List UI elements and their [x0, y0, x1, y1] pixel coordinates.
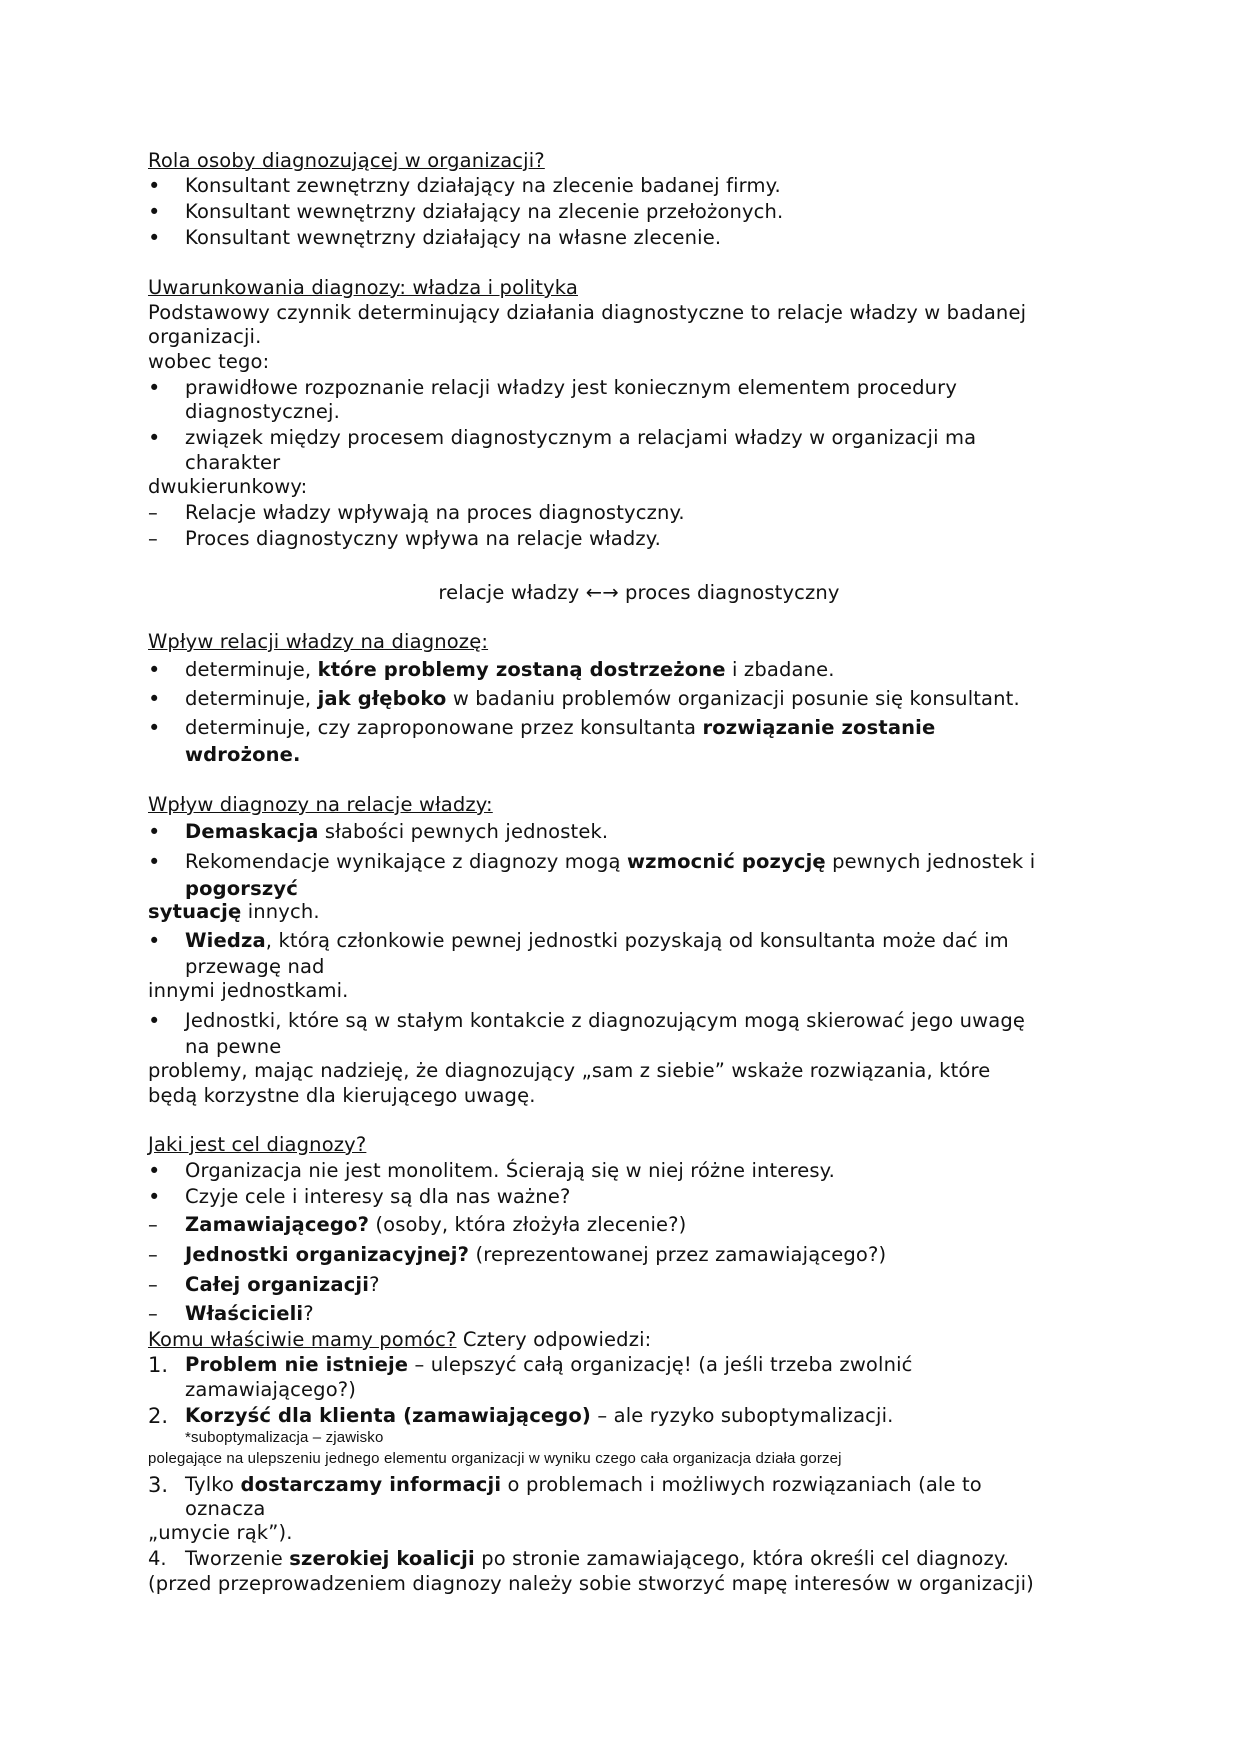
list-number: 1. — [148, 1353, 169, 1377]
list-item: diagnostycznej. — [185, 400, 340, 423]
paragraph: sytuację innych. — [148, 900, 320, 923]
bullet-icon: • — [148, 226, 161, 250]
list-item: pogorszyć — [185, 877, 298, 900]
footnote: polegające na ulepszeniu jednego elementu organizacji w wyniku czego cała organizacja działa gorzej — [148, 1450, 842, 1467]
section-title-goal: Jaki jest cel diagnozy? — [148, 1133, 367, 1156]
list-item: Konsultant zewnętrzny działający na zlecenie badanej firmy. — [185, 174, 781, 197]
dash-icon: – — [148, 1213, 158, 1236]
dash-icon: – — [148, 1243, 158, 1266]
section-title-role: Rola osoby diagnozującej w organizacji? — [148, 149, 545, 172]
bullet-icon: • — [148, 850, 161, 874]
bullet-icon: • — [148, 687, 161, 711]
bullet-icon: • — [148, 426, 161, 450]
list-item: Czyje cele i interesy są dla nas ważne? — [185, 1185, 571, 1208]
bullet-icon: • — [148, 1185, 161, 1209]
bullet-icon: • — [148, 820, 161, 844]
paragraph: innymi jednostkami. — [148, 979, 349, 1002]
section-title-conditions: Uwarunkowania diagnozy: władza i polityka — [148, 276, 578, 299]
list-item: determinuje, jak głęboko w badaniu problemów organizacji posunie się konsultant. — [185, 687, 1020, 710]
paragraph: będą korzystne dla kierującego uwagę. — [148, 1084, 536, 1107]
list-item: Jednostki, które są w stałym kontakcie z diagnozującym mogą skierować jego uwagę — [185, 1009, 1026, 1032]
bullet-icon: • — [148, 200, 161, 224]
list-item: związek między procesem diagnostycznym a relacjami władzy w organizacji ma — [185, 426, 977, 449]
bullet-icon: • — [148, 174, 161, 198]
list-number: 3. — [148, 1473, 169, 1497]
list-item: Jednostki organizacyjnej? (reprezentowanej przez zamawiającego?) — [185, 1243, 887, 1266]
list-item: Całej organizacji? — [185, 1273, 380, 1296]
list-item: Tylko dostarczamy informacji o problemach i możliwych rozwiązaniach (ale to — [185, 1473, 982, 1496]
bullet-icon: • — [148, 716, 161, 740]
list-item: Relacje władzy wpływają na proces diagnostyczny. — [185, 501, 685, 524]
list-number: 4. — [148, 1547, 167, 1570]
list-item: Konsultant wewnętrzny działający na zlecenie przełożonych. — [185, 200, 784, 223]
list-item: Zamawiającego? (osoby, która złożyła zlecenie?) — [185, 1213, 687, 1236]
list-item: wdrożone. — [185, 743, 301, 766]
list-item: Problem nie istnieje – ulepszyć całą organizację! (a jeśli trzeba zwolnić — [185, 1353, 913, 1376]
paragraph: dwukierunkowy: — [148, 475, 308, 498]
dash-icon: – — [148, 1302, 158, 1325]
bullet-icon: • — [148, 658, 161, 682]
list-number: 2. — [148, 1404, 169, 1428]
section-title-power-influence: Wpływ relacji władzy na diagnozę: — [148, 630, 489, 653]
dash-icon: – — [148, 527, 158, 550]
dash-icon: – — [148, 501, 158, 524]
list-item: Proces diagnostyczny wpływa na relacje władzy. — [185, 527, 662, 550]
bullet-icon: • — [148, 376, 161, 400]
list-item: charakter — [185, 451, 281, 474]
paragraph: problemy, mając nadzieję, że diagnozujący „sam z siebie” wskaże rozwiązania, które — [148, 1059, 991, 1082]
paragraph: wobec tego: — [148, 350, 270, 373]
paragraph: „umycie rąk”). — [148, 1521, 293, 1544]
list-item: przewagę nad — [185, 955, 325, 978]
paragraph: organizacji. — [148, 325, 262, 348]
dash-icon: – — [148, 1273, 158, 1296]
list-item: Wiedza, którą członkowie pewnej jednostki pozyskają od konsultanta może dać im — [185, 929, 1009, 952]
bullet-icon: • — [148, 1009, 161, 1033]
bullet-icon: • — [148, 929, 161, 953]
list-item: na pewne — [185, 1035, 282, 1058]
list-item: Tworzenie szerokiej koalicji po stronie zamawiającego, która określi cel diagnozy. — [185, 1547, 1010, 1570]
paragraph: (przed przeprowadzeniem diagnozy należy sobie stworzyć mapę interesów w organizacji) — [148, 1572, 1034, 1595]
list-item: Organizacja nie jest monolitem. Ścierają się w niej różne interesy. — [185, 1159, 835, 1182]
footnote: *suboptymalizacja – zjawisko — [185, 1429, 384, 1446]
list-item: determinuje, które problemy zostaną dostrzeżone i zbadane. — [185, 658, 835, 681]
list-item: oznacza — [185, 1497, 266, 1520]
list-item: Konsultant wewnętrzny działający na własne zlecenie. — [185, 226, 722, 249]
list-item: prawidłowe rozpoznanie relacji władzy jest koniecznym elementem procedury — [185, 376, 958, 399]
list-item: zamawiającego?) — [185, 1378, 357, 1401]
list-item: Demaskacja słabości pewnych jednostek. — [185, 820, 609, 843]
center-line: relacje władzy ←→ proces diagnostyczny — [438, 581, 840, 604]
section-title-diagnosis-influence: Wpływ diagnozy na relacje władzy: — [148, 793, 493, 816]
list-item: determinuje, czy zaproponowane przez konsultanta rozwiązanie zostanie — [185, 716, 936, 739]
list-item: Właścicieli? — [185, 1302, 314, 1325]
list-item: Rekomendacje wynikające z diagnozy mogą wzmocnić pozycję pewnych jednostek i — [185, 850, 1036, 873]
paragraph: Komu właściwie mamy pomóc? Cztery odpowiedzi: — [148, 1328, 652, 1351]
bullet-icon: • — [148, 1159, 161, 1183]
paragraph: Podstawowy czynnik determinujący działania diagnostyczne to relacje władzy w badanej — [148, 301, 1027, 324]
list-item: Korzyść dla klienta (zamawiającego) – ale ryzyko suboptymalizacji. — [185, 1404, 894, 1427]
